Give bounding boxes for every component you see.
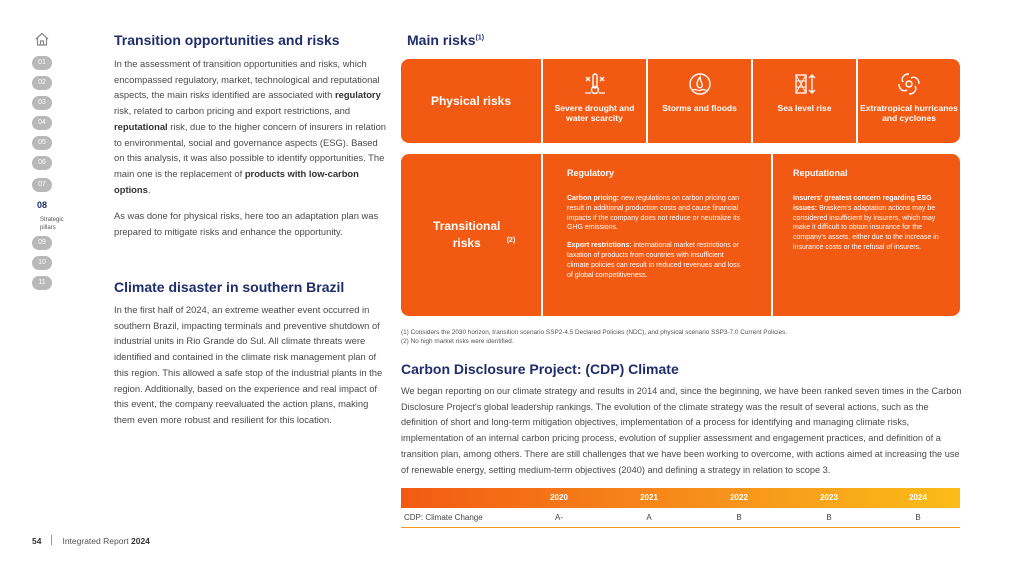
physical-risk-sea-level: Sea level rise	[753, 59, 856, 143]
nav-item-08[interactable]: 08	[36, 200, 47, 210]
physical-risk-hurricanes: Extratropical hurricanes and cyclones	[858, 59, 960, 143]
climate-disaster-heading: Climate disaster in southern Brazil	[114, 279, 345, 295]
score-2020: A-	[555, 513, 563, 522]
nav-item-07[interactable]: 07	[32, 178, 52, 192]
nav-item-05[interactable]: 05	[32, 136, 52, 150]
nav-item-06[interactable]: 06	[32, 156, 52, 170]
physical-risk-drought: Severe drought and water scarcity	[543, 59, 646, 143]
year-2021: 2021	[640, 493, 658, 502]
year-2022: 2022	[730, 493, 748, 502]
cdp-table-header	[401, 488, 960, 508]
hurricane-icon	[896, 71, 922, 97]
physical-risks-row	[401, 59, 960, 143]
climate-disaster-paragraph: In the first half of 2024, an extreme weather event occurred in southern Brazil, impacting terminals and preventive shutdown of industrial units in Rio Grande do Sul. All climate threats were identified and contained in the climate risk management plan of this region. This allowed a safe stop of the industrial plants in the region. Additionally, based on the experience and real impact of this event, the company reevaluated the action plans, making them even more robust and resilient for this location.	[114, 304, 383, 425]
reputational-risk-cell: Reputational Insurers' greatest concern regarding ESG issues: Braskem's adaptation actions may be considered insufficient by insurers, which may make it difficult to obtain insurance for the company's assets, either due to the increase in insurance costs or the refusal of insurers.	[773, 154, 960, 316]
score-2021: A	[646, 513, 652, 522]
main-risks-heading: Main risks$^{(1)}$	[407, 32, 485, 48]
transitional-risks-label-cell: Transitional risks $^{(2)}$	[401, 154, 541, 316]
physical-risk-storms: Storms and floods	[648, 59, 751, 143]
nav-item-10[interactable]: 10	[32, 256, 52, 270]
adaptation-paragraph: As was done for physical risks, here too an adaptation plan was prepared to mitigate risks and enhance the opportunity.	[114, 210, 379, 237]
report-year: 2024	[131, 536, 150, 546]
nav-item-03[interactable]: 03	[32, 96, 52, 110]
cdp-heading: Carbon Disclosure Project: (CDP) Climate	[401, 361, 679, 377]
cdp-paragraph: We began reporting on our climate strategy and results in 2014 and, since the beginning, we have been ranked seven times in the Carbon Disclosure Project's global leadership rankings. The evolution of the climate strategy was the result of several actions, such as the definition of short and long-term mitigation objectives, implementation of a process for identifying and managing climate risks, implementation of an internal carbon pricing process, evolution of supplier assessment and engagement practices, and definition of a transition plan, among others. There are still challenges that we have been working to overcome, with actions aimed at increasing the use of renewable energy, setting medium-term objectives (2040) and defining a strategy in relation to scope 3.	[401, 386, 962, 475]
transition-heading: Transition opportunities and risks	[114, 32, 340, 48]
sea-level-icon	[792, 71, 818, 97]
cdp-table	[401, 488, 960, 528]
year-2024: 2024	[909, 493, 927, 502]
drought-thermometer-icon	[582, 71, 608, 97]
transition-paragraph: In the assessment of transition opportunities and risks, which encompassed regulatory, market, technological and reputational aspects, the main risks identified are associated with regulatory risk, related to carbon pricing and export restrictions, and reputational risk, due to the higher concern of insurers in relation to environmental, social and governance aspects (ESG). Based on this analysis, it was also possible to identify opportunities. The main one is the replacement of products with low-carbon options.	[114, 58, 387, 195]
nav-active-subtitle: Strategic pillars	[40, 217, 64, 231]
table-row	[401, 508, 960, 528]
score-2022: B	[736, 513, 742, 522]
nav-item-11[interactable]: 11	[32, 276, 52, 290]
page-footer	[32, 535, 150, 546]
report-label: Integrated Report	[62, 536, 129, 546]
risk-footnotes: (1) Considers the 2030 horizon, transition scenario SSP2-4.5 Declared Policies (NDC), and physical scenario SSP3-7.0 Current Policies. (2) No high market risks were identified.	[401, 329, 788, 345]
row-label: CDP: Climate Change	[404, 513, 483, 522]
score-2023: B	[826, 513, 832, 522]
home-icon[interactable]	[35, 32, 49, 46]
export-restrictions-item: Export restrictions: international market restrictions or taxation of products from countries with insufficient climate policies can result in reduced revenues and loss of global competitiveness.	[567, 242, 741, 279]
nav-item-04[interactable]: 04	[32, 116, 52, 130]
carbon-pricing-item: Carbon pricing: new regulations on carbon pricing can result in additional production costs and cause financial impacts if the company does not reduce or neutralize its GHG emissions.	[567, 195, 741, 232]
footer-divider	[51, 535, 52, 545]
physical-risks-label-cell: Physical risks	[401, 59, 541, 143]
year-2020: 2020	[550, 493, 568, 502]
nav-item-01[interactable]: 01	[32, 56, 52, 70]
regulatory-risk-cell: Regulatory Carbon pricing: new regulations on carbon pricing can result in additional production costs and cause financial impacts if the company does not reduce or neutralize its GHG emissions. Export restrictions: international market restrictions or taxation of products from countries with insufficient climate policies can result in reduced revenues and loss of global competitiveness.	[543, 154, 771, 316]
nav-item-09[interactable]: 09	[32, 236, 52, 250]
page-number: 54	[32, 536, 42, 546]
transitional-risks-row	[401, 154, 960, 316]
insurers-concern-item: Insurers' greatest concern regarding ESG issues: Braskem's adaptation actions may be considered insufficient by insurers, which may make it difficult to obtain insurance for the company's assets, either due to the increase in insurance costs or the refusal of insurers.	[793, 195, 939, 251]
nav-item-02[interactable]: 02	[32, 76, 52, 90]
score-2024: B	[915, 513, 921, 522]
storm-flood-icon	[687, 71, 713, 97]
year-2023: 2023	[820, 493, 838, 502]
